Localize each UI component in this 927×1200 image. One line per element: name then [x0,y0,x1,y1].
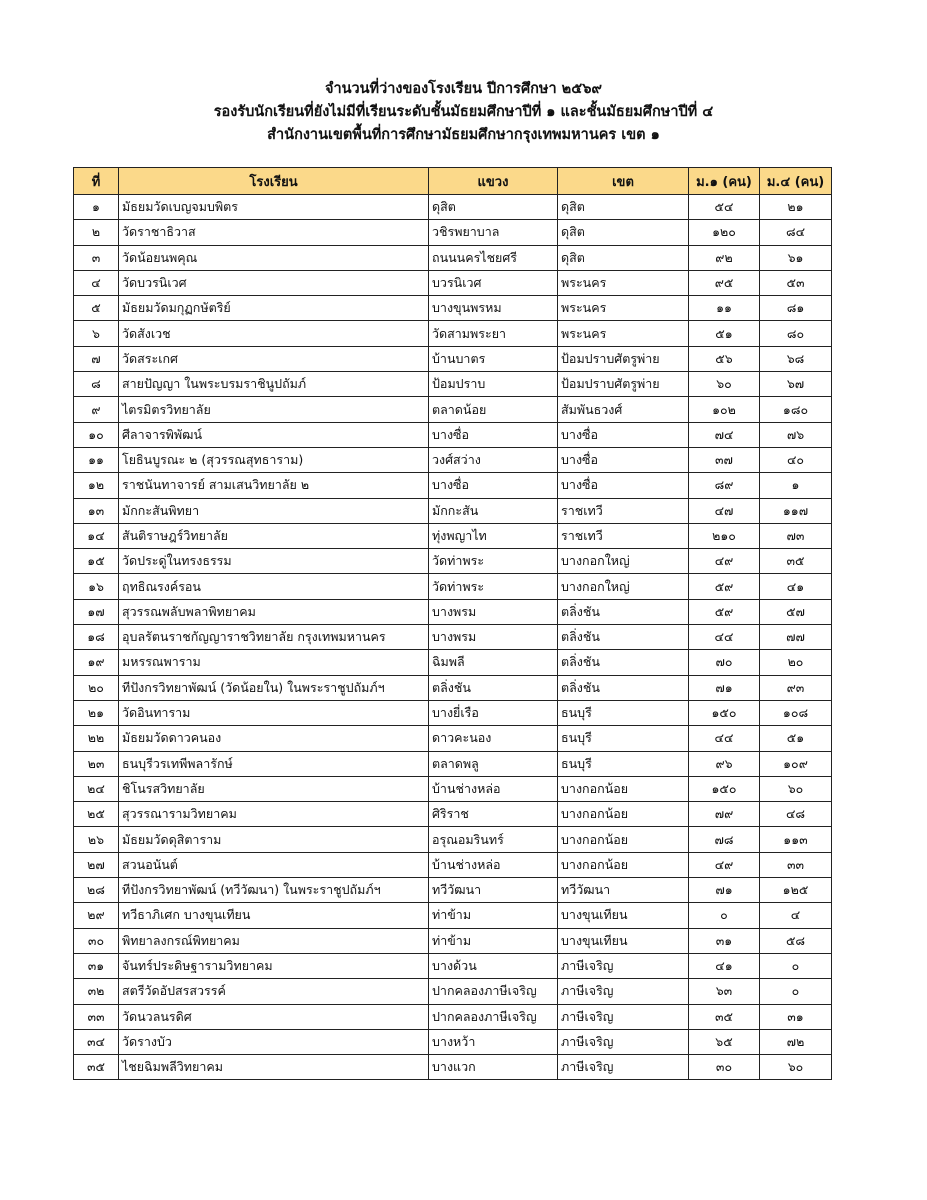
row-index: ๒๓ [74,751,119,776]
district: บางกอกน้อย [558,802,689,827]
district: สัมพันธวงศ์ [558,397,689,422]
district: บางกอกน้อย [558,852,689,877]
table-row [74,726,832,751]
m1-vacancy: ๔๙ [689,852,760,877]
table-row [74,523,832,548]
subdistrict: บางด้วน [429,953,558,978]
district: ดุสิต [558,220,689,245]
row-index: ๑ [74,195,119,220]
m1-vacancy: ๑๒๐ [689,220,760,245]
table-body [74,195,832,1080]
school-name: ชิโนรสวิทยาลัย [119,776,429,801]
m1-vacancy: ๖๐ [689,372,760,397]
table-row [74,270,832,295]
district: ภาษีเจริญ [558,1004,689,1029]
subdistrict: บ้านช่างหล่อ [429,852,558,877]
m1-vacancy: ๙๒ [689,245,760,270]
m1-vacancy: ๑๕๐ [689,776,760,801]
m1-vacancy: ๗๐ [689,650,760,675]
m4-vacancy: ๔ [760,903,832,928]
subdistrict: วัดสามพระยา [429,321,558,346]
row-index: ๓๔ [74,1029,119,1054]
subdistrict: ดาวคะนอง [429,726,558,751]
school-name: วัดสังเวช [119,321,429,346]
m4-vacancy: ๓๓ [760,852,832,877]
table-row [74,447,832,472]
district: ดุสิต [558,195,689,220]
m1-vacancy: ๔๑ [689,953,760,978]
m1-vacancy: ๗๘ [689,827,760,852]
table-row [74,498,832,523]
district: บางขุนเทียน [558,928,689,953]
school-name: วัดสระเกศ [119,346,429,371]
district: บางขุนเทียน [558,903,689,928]
m4-vacancy: ๔๐ [760,447,832,472]
title-line-1: จำนวนที่ว่างของโรงเรียน ปีการศึกษา ๒๕๖๙ [324,81,603,97]
m4-vacancy: ๔๑ [760,574,832,599]
district: พระนคร [558,296,689,321]
row-index: ๒๒ [74,726,119,751]
school-name: ทีปังกรวิทยาพัฒน์ (วัดน้อยใน) ในพระราชูปถัมภ์ฯ [119,675,429,700]
subdistrict: มักกะสัน [429,498,558,523]
m1-vacancy: ๑๐๒ [689,397,760,422]
subdistrict: วัดท่าพระ [429,549,558,574]
row-index: ๑๕ [74,549,119,574]
subdistrict: บางแวก [429,1055,558,1080]
m4-vacancy: ๕๗ [760,599,832,624]
school-name: ศีลาจารพิพัฒน์ [119,422,429,447]
school-name: มัธยมวัดมกุฏกษัตริย์ [119,296,429,321]
m4-vacancy: ๐ [760,979,832,1004]
district: ตลิ่งชัน [558,675,689,700]
row-index: ๒๘ [74,878,119,903]
table-row [74,599,832,624]
row-index: ๑๓ [74,498,119,523]
subdistrict: ถนนนครไชยศรี [429,245,558,270]
m1-vacancy: ๓๐ [689,1055,760,1080]
school-name: สายปัญญา ในพระบรมราชินูปถัมภ์ [119,372,429,397]
header-district: เขต [558,168,689,195]
m1-vacancy: ๔๔ [689,726,760,751]
row-index: ๒๖ [74,827,119,852]
school-name: จันทร์ประดิษฐารามวิทยาคม [119,953,429,978]
table-row [74,903,832,928]
district: พระนคร [558,321,689,346]
district: ราชเทวี [558,498,689,523]
header-index: ที่ [74,168,119,195]
header-school: โรงเรียน [119,168,429,195]
table-row [74,1004,832,1029]
subdistrict: วงศ์สว่าง [429,447,558,472]
m4-vacancy: ๐ [760,953,832,978]
m4-vacancy: ๓๕ [760,549,832,574]
subdistrict: ศิริราช [429,802,558,827]
m1-vacancy: ๒๑๐ [689,523,760,548]
subdistrict: บวรนิเวศ [429,270,558,295]
row-index: ๑๘ [74,625,119,650]
row-index: ๓๑ [74,953,119,978]
table-row [74,827,832,852]
title-line-2: รองรับนักเรียนที่ยังไม่มีที่เรียนระดับชั้นมัธยมศึกษาปีที่ ๑ และชั้นมัธยมศึกษาปีที่ ๔ [213,104,714,120]
school-name: ไชยฉิมพลีวิทยาคม [119,1055,429,1080]
row-index: ๑๒ [74,473,119,498]
row-index: ๑๗ [74,599,119,624]
row-index: ๑๙ [74,650,119,675]
subdistrict: ทวีวัฒนา [429,878,558,903]
school-name: สันติราษฎร์วิทยาลัย [119,523,429,548]
school-name: มักกะสันพิทยา [119,498,429,523]
row-index: ๑๑ [74,447,119,472]
subdistrict: บางพรม [429,599,558,624]
row-index: ๕ [74,296,119,321]
row-index: ๒๑ [74,700,119,725]
table-row [74,802,832,827]
subdistrict: บางขุนพรหม [429,296,558,321]
m4-vacancy: ๖๘ [760,346,832,371]
m1-vacancy: ๗๑ [689,878,760,903]
m1-vacancy: ๐ [689,903,760,928]
row-index: ๒๗ [74,852,119,877]
row-index: ๗ [74,346,119,371]
m4-vacancy: ๕๑ [760,726,832,751]
district: บางซื่อ [558,447,689,472]
table-row [74,953,832,978]
table-row [74,852,832,877]
m1-vacancy: ๗๙ [689,802,760,827]
subdistrict: บ้านช่างหล่อ [429,776,558,801]
table-row [74,650,832,675]
row-index: ๓ [74,245,119,270]
row-index: ๙ [74,397,119,422]
m1-vacancy: ๑๕๐ [689,700,760,725]
subdistrict: ดุสิต [429,195,558,220]
row-index: ๒๙ [74,903,119,928]
subdistrict: บางซื่อ [429,422,558,447]
m1-vacancy: ๙๖ [689,751,760,776]
subdistrict: ฉิมพลี [429,650,558,675]
subdistrict: บางพรม [429,625,558,650]
table-row [74,751,832,776]
school-name: ธนบุรีวรเทพีพลารักษ์ [119,751,429,776]
subdistrict: ท่าข้าม [429,928,558,953]
header-subdistrict: แขวง [429,168,558,195]
district: บางกอกน้อย [558,776,689,801]
subdistrict: ปากคลองภาษีเจริญ [429,979,558,1004]
school-name: มหรรณพาราม [119,650,429,675]
row-index: ๑๐ [74,422,119,447]
table-row [74,296,832,321]
m4-vacancy: ๑๑๗ [760,498,832,523]
row-index: ๑๔ [74,523,119,548]
m4-vacancy: ๕๓ [760,270,832,295]
m1-vacancy: ๖๕ [689,1029,760,1054]
school-name: วัดประดู่ในทรงธรรม [119,549,429,574]
m4-vacancy: ๖๗ [760,372,832,397]
district: ภาษีเจริญ [558,1055,689,1080]
school-name: วัดรางบัว [119,1029,429,1054]
district: ภาษีเจริญ [558,979,689,1004]
m1-vacancy: ๗๑ [689,675,760,700]
m4-vacancy: ๗๒ [760,1029,832,1054]
subdistrict: บ้านบาตร [429,346,558,371]
m1-vacancy: ๕๑ [689,321,760,346]
m1-vacancy: ๕๔ [689,195,760,220]
school-name: วัดราชาธิวาส [119,220,429,245]
m1-vacancy: ๔๔ [689,625,760,650]
district: ธนบุรี [558,726,689,751]
district: ตลิ่งชัน [558,599,689,624]
m4-vacancy: ๖๑ [760,245,832,270]
table-row [74,1029,832,1054]
subdistrict: ตลาดพลู [429,751,558,776]
school-name: วัดบวรนิเวศ [119,270,429,295]
subdistrict: อรุณอมรินทร์ [429,827,558,852]
district: ป้อมปราบศัตรูพ่าย [558,346,689,371]
m1-vacancy: ๕๙ [689,574,760,599]
district: ดุสิต [558,245,689,270]
district: บางกอกใหญ่ [558,574,689,599]
district: ราชเทวี [558,523,689,548]
table-row [74,878,832,903]
school-name: ไตรมิตรวิทยาลัย [119,397,429,422]
m1-vacancy: ๑๑ [689,296,760,321]
m4-vacancy: ๘๔ [760,220,832,245]
m4-vacancy: ๗๖ [760,422,832,447]
table-row [74,928,832,953]
school-name: สวนอนันต์ [119,852,429,877]
district: พระนคร [558,270,689,295]
district: ตลิ่งชัน [558,625,689,650]
row-index: ๖ [74,321,119,346]
m1-vacancy: ๔๗ [689,498,760,523]
district: ภาษีเจริญ [558,953,689,978]
table-row [74,397,832,422]
school-name: วัดน้อยนพคุณ [119,245,429,270]
m4-vacancy: ๖๐ [760,1055,832,1080]
m4-vacancy: ๒๑ [760,195,832,220]
table-row [74,245,832,270]
m1-vacancy: ๔๙ [689,549,760,574]
row-index: ๘ [74,372,119,397]
m1-vacancy: ๖๓ [689,979,760,1004]
header-m1: ม.๑ (คน) [689,168,760,195]
m4-vacancy: ๗๓ [760,523,832,548]
table-row [74,625,832,650]
district: บางซื่อ [558,473,689,498]
table-row [74,195,832,220]
district: ธนบุรี [558,751,689,776]
table-row [74,776,832,801]
school-name: ราชนันทาจารย์ สามเสนวิทยาลัย ๒ [119,473,429,498]
school-name: โยธินบูรณะ ๒ (สุวรรณสุทธาราม) [119,447,429,472]
m4-vacancy: ๗๗ [760,625,832,650]
m1-vacancy: ๓๗ [689,447,760,472]
district: ทวีวัฒนา [558,878,689,903]
title-line-3: สำนักงานเขตพื้นที่การศึกษามัธยมศึกษากรุงเทพมหานคร เขต ๑ [267,127,660,143]
school-name: ทีปังกรวิทยาพัฒน์ (ทวีวัฒนา) ในพระราชูปถัมภ์ฯ [119,878,429,903]
subdistrict: ทุ่งพญาไท [429,523,558,548]
subdistrict: ท่าข้าม [429,903,558,928]
m1-vacancy: ๘๙ [689,473,760,498]
district: ตลิ่งชัน [558,650,689,675]
row-index: ๒๔ [74,776,119,801]
row-index: ๑๖ [74,574,119,599]
m1-vacancy: ๙๕ [689,270,760,295]
row-index: ๒๐ [74,675,119,700]
table-row [74,549,832,574]
school-name: วัดอินทาราม [119,700,429,725]
school-name: ทวีธาภิเศก บางขุนเทียน [119,903,429,928]
subdistrict: บางซื่อ [429,473,558,498]
vacancy-table [73,167,832,1080]
subdistrict: วัดท่าพระ [429,574,558,599]
m4-vacancy: ๙๓ [760,675,832,700]
school-name: อุบลรัตนราชกัญญาราชวิทยาลัย กรุงเทพมหานคร [119,625,429,650]
m4-vacancy: ๑๒๕ [760,878,832,903]
m4-vacancy: ๔๘ [760,802,832,827]
document-title [0,78,927,147]
m4-vacancy: ๑๑๓ [760,827,832,852]
m4-vacancy: ๘๑ [760,296,832,321]
table-row [74,473,832,498]
row-index: ๓๐ [74,928,119,953]
table-row [74,346,832,371]
district: ภาษีเจริญ [558,1029,689,1054]
header-m4: ม.๔ (คน) [760,168,832,195]
table-row [74,220,832,245]
school-name: สุวรรณารามวิทยาคม [119,802,429,827]
subdistrict: ตลิ่งชัน [429,675,558,700]
table-row [74,700,832,725]
m4-vacancy: ๑๐๘ [760,700,832,725]
table-row [74,321,832,346]
subdistrict: ตลาดน้อย [429,397,558,422]
m1-vacancy: ๓๕ [689,1004,760,1029]
school-name: สุวรรณพลับพลาพิทยาคม [119,599,429,624]
table-row [74,675,832,700]
row-index: ๒ [74,220,119,245]
row-index: ๒๕ [74,802,119,827]
m1-vacancy: ๓๑ [689,928,760,953]
school-name: มัธยมวัดเบญจมบพิตร [119,195,429,220]
school-name: ฤทธิณรงค์รอน [119,574,429,599]
table-row [74,979,832,1004]
m4-vacancy: ๑ [760,473,832,498]
table-row [74,574,832,599]
district: บางซื่อ [558,422,689,447]
subdistrict: บางยี่เรือ [429,700,558,725]
table-row [74,372,832,397]
m4-vacancy: ๘๐ [760,321,832,346]
m4-vacancy: ๓๑ [760,1004,832,1029]
m4-vacancy: ๒๐ [760,650,832,675]
row-index: ๓๒ [74,979,119,1004]
row-index: ๓๓ [74,1004,119,1029]
row-index: ๓๕ [74,1055,119,1080]
school-name: สตรีวัดอัปสรสวรรค์ [119,979,429,1004]
district: บางกอกใหญ่ [558,549,689,574]
m1-vacancy: ๗๔ [689,422,760,447]
table-header-row [74,168,832,195]
m1-vacancy: ๕๙ [689,599,760,624]
table-row [74,422,832,447]
m1-vacancy: ๕๖ [689,346,760,371]
district: ธนบุรี [558,700,689,725]
table-row [74,1055,832,1080]
row-index: ๔ [74,270,119,295]
subdistrict: ปากคลองภาษีเจริญ [429,1004,558,1029]
subdistrict: บางหว้า [429,1029,558,1054]
school-name: วัดนวลนรดิศ [119,1004,429,1029]
school-name: มัธยมวัดดุสิตาราม [119,827,429,852]
subdistrict: วชิรพยาบาล [429,220,558,245]
m4-vacancy: ๕๘ [760,928,832,953]
district: ป้อมปราบศัตรูพ่าย [558,372,689,397]
m4-vacancy: ๖๐ [760,776,832,801]
m4-vacancy: ๑๐๙ [760,751,832,776]
m4-vacancy: ๑๘๐ [760,397,832,422]
district: บางกอกน้อย [558,827,689,852]
school-name: มัธยมวัดดาวคนอง [119,726,429,751]
subdistrict: ป้อมปราบ [429,372,558,397]
school-name: พิทยาลงกรณ์พิทยาคม [119,928,429,953]
